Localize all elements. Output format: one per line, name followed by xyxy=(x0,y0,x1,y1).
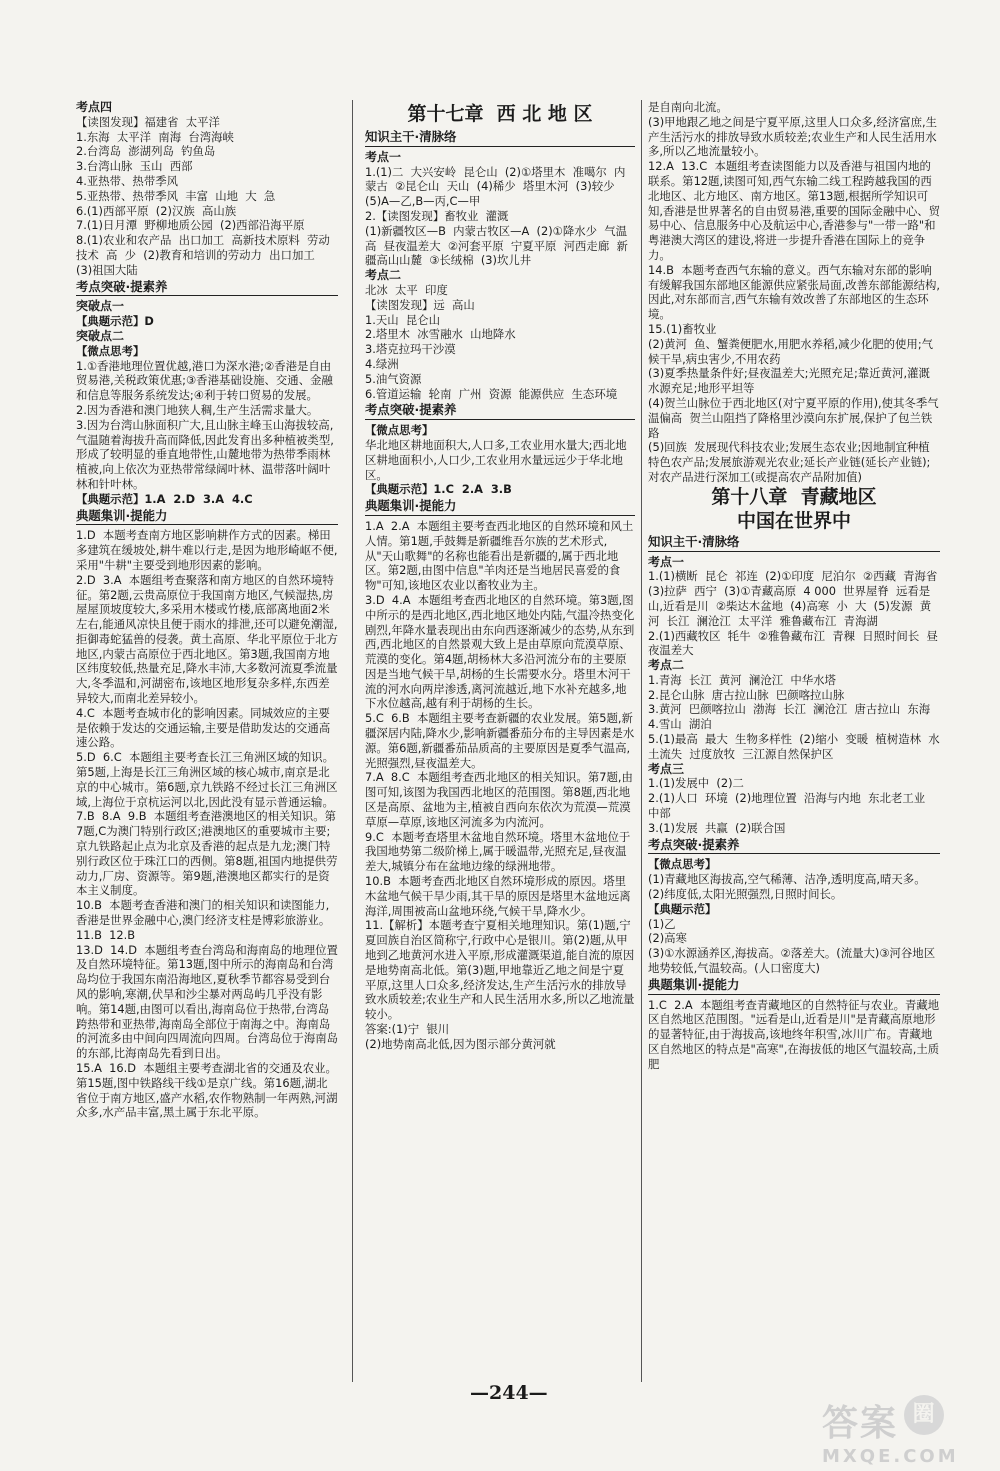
text-line: 4.雪山 湖泊 xyxy=(648,717,712,732)
section-band: 知识主干·清脉络 xyxy=(365,130,635,147)
text-line: 5.(1)最高 最大 生物多样性 (2)缩小 变暖 植树造林 水土流失 过度放牧 三江源自然保护区 xyxy=(648,732,940,761)
text-line: (3)甲地跟乙地之间是宁夏平原,这里人口众多,经济富庶,生产生活污水的排放导致水质较差;农业生产和人民生活用水多,所以乙地流量较小。 xyxy=(648,114,937,159)
text-line: 1.C 2.A 本题组考查青藏地区的自然特征与农业。青藏地区自然地区范围图。"远看是山,近看是川"是青藏高原地形的显著特征,由于海拔高,该地终年积雪,冰川广布。青藏地区自然地区的特点是"高寒",在海拔低的地区气温较高,土质肥 xyxy=(648,997,940,1071)
label-line: 【典题示范】1.C 2.A 3.B xyxy=(365,482,512,497)
text-line: 1.(1)发展中 (2)二 xyxy=(648,776,744,791)
text-line: 3.D 4.A 本题组考查西北地区的自然环境。第3题,图中所示的是西北地区,西北地区地处内陆,气温冷热变化剧烈,年降水量表现出由东向西逐渐减少的态势,从东到西,西北地区的自然景观大致上是由草原向荒漠草原、荒漠的变化。第4题,胡杨林大多沿河流分布的主要原因是当地气候干旱,胡杨的生长需要水分。塔里木河干流的河水向两岸渗透,离河流越近,地下水补充越多,地下水位越高,越有利于胡杨的生长。 xyxy=(365,592,635,711)
text-line: 北冰 太平 印度 xyxy=(365,282,448,297)
column-right xyxy=(648,100,945,1072)
text-line: 1.(1)二 大兴安岭 昆仑山 (2)①塔里木 准噶尔 内蒙古 ②昆仑山 天山 (4)稀少 塔里木河 (3)较少 (5)A—乙,B—丙,C—甲 xyxy=(365,164,626,209)
text-line: 11.B 12.B xyxy=(76,927,136,942)
text-line: (1)乙 xyxy=(648,916,676,931)
watermark-badge: 圈 xyxy=(904,1395,944,1435)
text-line: 10.B 本题考查西北地区自然环境形成的原因。塔里木盆地气候干旱少雨,其干旱的原因是塔里木盆地远离海洋,周围被高山盆地环绕,气候干旱,降水少。 xyxy=(365,874,631,918)
label-line: 【典题示范】1.A 2.D 3.A 4.C xyxy=(76,491,253,506)
watermark-url: MXQE.COM xyxy=(822,1446,959,1467)
watermark xyxy=(822,1395,972,1467)
column-divider-right xyxy=(641,100,642,1382)
text-line: 7.B 8.A 9.B 本题组考查港澳地区的相关知识。第7题,C为澳门特别行政区;港澳地区的重要城市主要;京九铁路起止点为北京及香港的起点是九龙;澳门特别行政区位于珠江口的西侧。第8题,祖国内地提供劳动力,厂房、资源等。第9题,港澳地区都实行的是资本主义制度。 xyxy=(76,809,338,898)
text-line: (4)贺兰山脉位于西北地区(对宁夏平原的作用),使其冬季气温偏高 贺兰山阻挡了降格里沙漠向东扩展,保护了包兰铁路 xyxy=(648,395,939,440)
text-line: 1.①香港地理位置优越,港口为深水港;②香港是自由贸易港,关税政策优惠;③香港基础设施、交通、金融和信息等服务系统发达;④利于转口贸易的发展。 xyxy=(76,358,333,403)
text-line: 2.塔里木 冰雪融水 山地降水 xyxy=(365,327,516,342)
section-heading: 突破点一 xyxy=(76,299,125,314)
column-left xyxy=(76,100,338,1120)
section-heading: 考点一 xyxy=(648,554,685,569)
chapter-title: 第十七章 西 北 地 区 xyxy=(407,103,593,125)
section-heading: 考点二 xyxy=(648,658,685,673)
text-line: 2.昆仑山脉 唐古拉山脉 巴颜喀拉山脉 xyxy=(648,687,845,702)
text-line: 1.A 2.A 本题组主要考查西北地区的自然环境和风土人情。第1题,手鼓舞是新疆维吾尔族的艺术形式,从"天山歌舞"的名称也能看出是新疆的,属于西北地区。第2题,由图中信息"羊肉还是当地居民喜爱的食物"可知,该地区农业以畜牧业为主。 xyxy=(365,518,634,593)
text-line: 【读图发现】远 高山 xyxy=(365,297,475,312)
text-line: 5.D 6.C 本题组主要考查长江三角洲区域的知识。第5题,上海是长江三角洲区域的核心城市,南京是北京的中心城市。第6题,京九铁路不经过长江三角洲区域,上海位于京杭运河以北,因此没有显示普通运输。 xyxy=(76,750,338,809)
text-line: (2)纬度低,太阳光照强烈,日照时间长。 xyxy=(648,887,843,902)
watermark-text: 答案 xyxy=(822,1403,899,1444)
section-band: 考点突破·提素养 xyxy=(365,403,635,420)
text-line: 11.【解析】本题考查宁夏相关地理知识。第(1)题,宁夏回族自治区简称宁,行政中心是银川。第(2)题,从甲地到乙地黄河水进入平原,形成灌溉渠道,能自流的原因是地势南高北低。第(3)题,甲地靠近乙地之间是宁夏平原,这里人口众多,经济发达,生产生活污水的排放导致水质较差;农业生产和人民生活用水多,所以乙地流量较小。 xyxy=(365,918,635,1022)
section-band: 知识主干·清脉络 xyxy=(648,535,940,552)
text-line: 1.东海 太平洋 南海 台湾海峡 xyxy=(76,129,234,144)
section-heading: 考点一 xyxy=(365,149,402,164)
text-line: (5)回族 发展现代科技农业;发展生态农业;因地制宜种植特色农产品;发展旅游观光农业;延长产业链(延长产业链);对农产品进行深加工(或提高农产品附加值) xyxy=(648,440,931,484)
text-line: 3.黄河 巴颜喀拉山 渤海 长江 澜沧江 唐古拉山 东海 xyxy=(648,702,931,717)
text-line: (2)地势南高北低,因为图示部分黄河就 xyxy=(365,1036,556,1051)
section-heading: 考点四 xyxy=(76,100,113,114)
text-line: 9.C 本题考查塔里木盆地自然环境。塔里木盆地位于我国地势第二级阶梯上,属于暖温带,光照充足,昼夜温差大,城镇分布在盆地边缘的绿洲地带。 xyxy=(365,829,631,874)
label-line: 【典题示范】 xyxy=(648,901,717,916)
label-line: 【微点思考】 xyxy=(76,343,145,358)
text-line: 5.亚热带、热带季风 丰富 山地 大 急 xyxy=(76,188,276,203)
text-line: (2)高寒 xyxy=(648,931,687,946)
label-line: 【典题示范】D xyxy=(76,314,154,329)
text-line: 1.天山 昆仑山 xyxy=(365,312,441,327)
text-line: 是自南向北流。 xyxy=(648,100,728,114)
text-line: 1.青海 长江 黄河 澜沧江 中华水塔 xyxy=(648,672,836,687)
chapter-title: 第十八章 青藏地区 xyxy=(711,485,877,508)
text-line: 6.管道运输 轮南 广州 资源 能源供应 生态环境 xyxy=(365,386,618,401)
text-line: 7.(1)日月潭 野柳地质公园 (2)西部沿海平原 xyxy=(76,218,305,233)
text-line: 5.C 6.B 本题组主要考查新疆的农业发展。第5题,新疆深居内陆,降水少,影响新疆番茄分布的主导因素是水源。第6题,新疆番茄品质高的主要原因是夏季气温高,光照强烈,昼夜温差大。 xyxy=(365,711,635,770)
text-line: 2.(1)西藏牧区 牦牛 ②雅鲁藏布江 青稞 日照时间长 昼夜温差大 xyxy=(648,628,938,658)
label-line: 【微点思考】 xyxy=(648,857,717,872)
chapter-title: 中国在世界中 xyxy=(736,509,851,532)
text-line: 答案:(1)宁 银川 xyxy=(365,1022,450,1037)
text-line: 6.(1)西部平原 (2)汉族 高山族 xyxy=(76,203,237,218)
text-line: 2.台湾岛 澎湖列岛 钓鱼岛 xyxy=(76,144,216,159)
text-line: (3)①水源涵养区,海拔高。②落差大。(流量大)③河谷地区地势较低,气温较高。(人口密度大) xyxy=(648,946,936,976)
column-divider-left xyxy=(352,100,353,1382)
text-line: 3.因为台湾山脉面积广大,且山脉主峰玉山海拔较高,气温随着海拔升高而降低,因此发育出多种植被类型,形成了较明显的垂直地带性,山麓地带为热带季雨林植被,向上依次为亚热带常绿阔叶林、温带落叶阔叶林和针叶林。 xyxy=(76,417,334,491)
section-heading: 突破点二 xyxy=(76,328,125,343)
text-line: 4.亚热带、热带季风 xyxy=(76,173,178,188)
text-line: 12.A 13.C 本题组考查读图能力以及香港与祖国内地的联系。第12题,读图可知,西气东输二线工程跨越我国的西北地区、北方地区、南方地区。第13题,根据所学知识可知,香港是世界著名的自由贸易港,重要的国际金融中心、贸易中心、信息服务中心及航运中心,香港参与"一带一路"和粤港澳大湾区的建设,将进一步提升香港在国际上的竞争力。 xyxy=(648,159,941,262)
text-line: 15.(1)畜牧业 xyxy=(648,321,717,336)
section-band: 典题集训·提能力 xyxy=(648,978,940,995)
text-line: 华北地区耕地面积大,人口多,工农业用水量大;西北地区耕地面积小,人口少,工农业用水量远远少于华北地区。 xyxy=(365,437,627,482)
section-band: 考点突破·提素养 xyxy=(648,838,940,855)
text-line: 13.D 14.D 本题组考查台湾岛和海南岛的地理位置及自然环境特征。第13题,图中所示的海南岛和台湾岛均位于我国东南沿海地区,夏秋季节都容易受到台风的影响,寒潮,伏旱和沙尘暴对两岛屿几乎没有影响。第14题,由图可以看出,海南岛位于热带,台湾岛跨热带和亚热带,海南岛全部位于南海之中。海南岛的河流多由中间向四周流向四周。台湾岛位于海南岛的东部,比海南岛先看到日出。 xyxy=(76,942,338,1061)
text-line: 2.D 3.A 本题组考查聚落和南方地区的自然环境特征。第2题,云贵高原位于我国南方地区,气候湿热,房屋屋顶坡度较大,多采用木楼或竹楼,底部离地面2米左右,能通风凉快且便于雨水的排泄,还可以避免潮湿,拒御毒蛇猛兽的侵袭。黄土高原、华北平原位于北方地区,内蒙古高原位于西北地区。第3题,我国南方地区纬度较低,热量充足,降水丰沛,大多数河流夏季流量大,冬季温和,河湖密布,该地区地形复杂多样,东西差异较大,而南北差异较小。 xyxy=(76,572,338,706)
text-line: 4.C 本题考查城市化的影响因素。同城效应的主要是依赖于发达的交通运输,主要是借助发达的交通高速公路。 xyxy=(76,705,331,750)
text-line: 10.B 本题考查香港和澳门的相关知识和读图能力,香港是世界金融中心,澳门经济支柱是博彩旅游业。 xyxy=(76,898,331,928)
text-line: (3)夏季热量条件好;昼夜温差大;光照充足;靠近黄河,灌溉水源充足;地形平坦等 xyxy=(648,366,930,396)
text-line: 15.A 16.D 本题组主要考查湖北省的交通及农业。第15题,图中铁路线干线①是京广线。第16题,湖北省位于南方地区,盛产水稻,农作物熟制一年两熟,河湖众多,水产品丰富,黑土属于东北平原。 xyxy=(76,1061,338,1120)
text-line: 3.台湾山脉 玉山 西部 xyxy=(76,159,193,174)
text-line: 2.(1)人口 环境 (2)地理位置 沿海与内地 东北老工业 中部 xyxy=(648,791,933,821)
text-line: 4.绿洲 xyxy=(365,356,399,371)
column-middle xyxy=(365,100,635,1052)
section-band: 典题集训·提能力 xyxy=(365,499,635,516)
page-number: —244— xyxy=(470,1382,548,1404)
text-line: 2.因为香港和澳门地狭人稠,生产生活需求量大。 xyxy=(76,402,319,417)
text-line: 5.油气资源 xyxy=(365,371,422,386)
text-line: (1)青藏地区海拔高,空气稀薄、洁净,透明度高,晴天多。 xyxy=(648,872,926,887)
text-line: 3.(1)发展 共赢 (2)联合国 xyxy=(648,820,786,835)
text-line: 3.塔克拉玛干沙漠 xyxy=(365,342,456,357)
text-line: 2.【读图发现】畜牧业 灌溉 xyxy=(365,208,509,223)
section-band: 考点突破·提素养 xyxy=(76,280,338,297)
text-line: 7.A 8.C 本题组考查西北地区的相关知识。第7题,由图可知,该图为我国西北地区的范围图。第8题,西北地区是高原、盆地为主,植被自西向东依次为荒漠—荒漠草原—草原,该地区河流多为内流河。 xyxy=(365,770,633,829)
text-line: 1.(1)横断 昆仑 祁连 (2)①印度 尼泊尔 ②西藏 青海省 (3)拉萨 西宁 (3)①青藏高原 4 000 世界屋脊 远看是山,近看是川 ②柴达木盆地 (4)高寒 小 大 (5)发源 黄河 长江 澜沧江 太平洋 雅鲁藏布江 青海湖 xyxy=(648,569,945,628)
text-line: 【读图发现】福建省 太平洋 xyxy=(76,114,220,129)
section-band: 典题集训·提能力 xyxy=(76,509,338,526)
section-heading: 考点二 xyxy=(365,268,402,283)
text-line: (2)黄河 鱼、蟹粪便肥水,用肥水养稻,减少化肥的使用;气候干旱,病虫害少,不用农药 xyxy=(648,336,934,366)
text-line: 1.D 本题考查南方地区影响耕作方式的因素。梯田多建筑在缓坡处,耕牛难以行走,是因为地形崎岖不便,采用"牛耕"主要受到地形因素的影响。 xyxy=(76,528,338,572)
section-heading: 考点三 xyxy=(648,761,685,776)
text-line: (1)新疆牧区—B 内蒙古牧区—A (2)①降水少 气温高 昼夜温差大 ②河套平原 宁夏平原 河西走廊 新疆高山山麓 ③长绒棉 (3)坎儿井 xyxy=(365,223,628,268)
text-line: 14.B 本题考查西气东输的意义。西气东输对东部的影响有缓解我国东部地区能源供应紧张局面,改善东部能源结构,因此,对东部而言,西气东输有效改善了东部地区的生态环境。 xyxy=(648,262,941,322)
text-line: 8.(1)农业和农产品 出口加工 高新技术原料 劳动 技术 高 少 (2)教育和培训的劳动力 出口加工 (3)祖国大陆 xyxy=(76,233,338,277)
label-line: 【微点思考】 xyxy=(365,423,434,438)
